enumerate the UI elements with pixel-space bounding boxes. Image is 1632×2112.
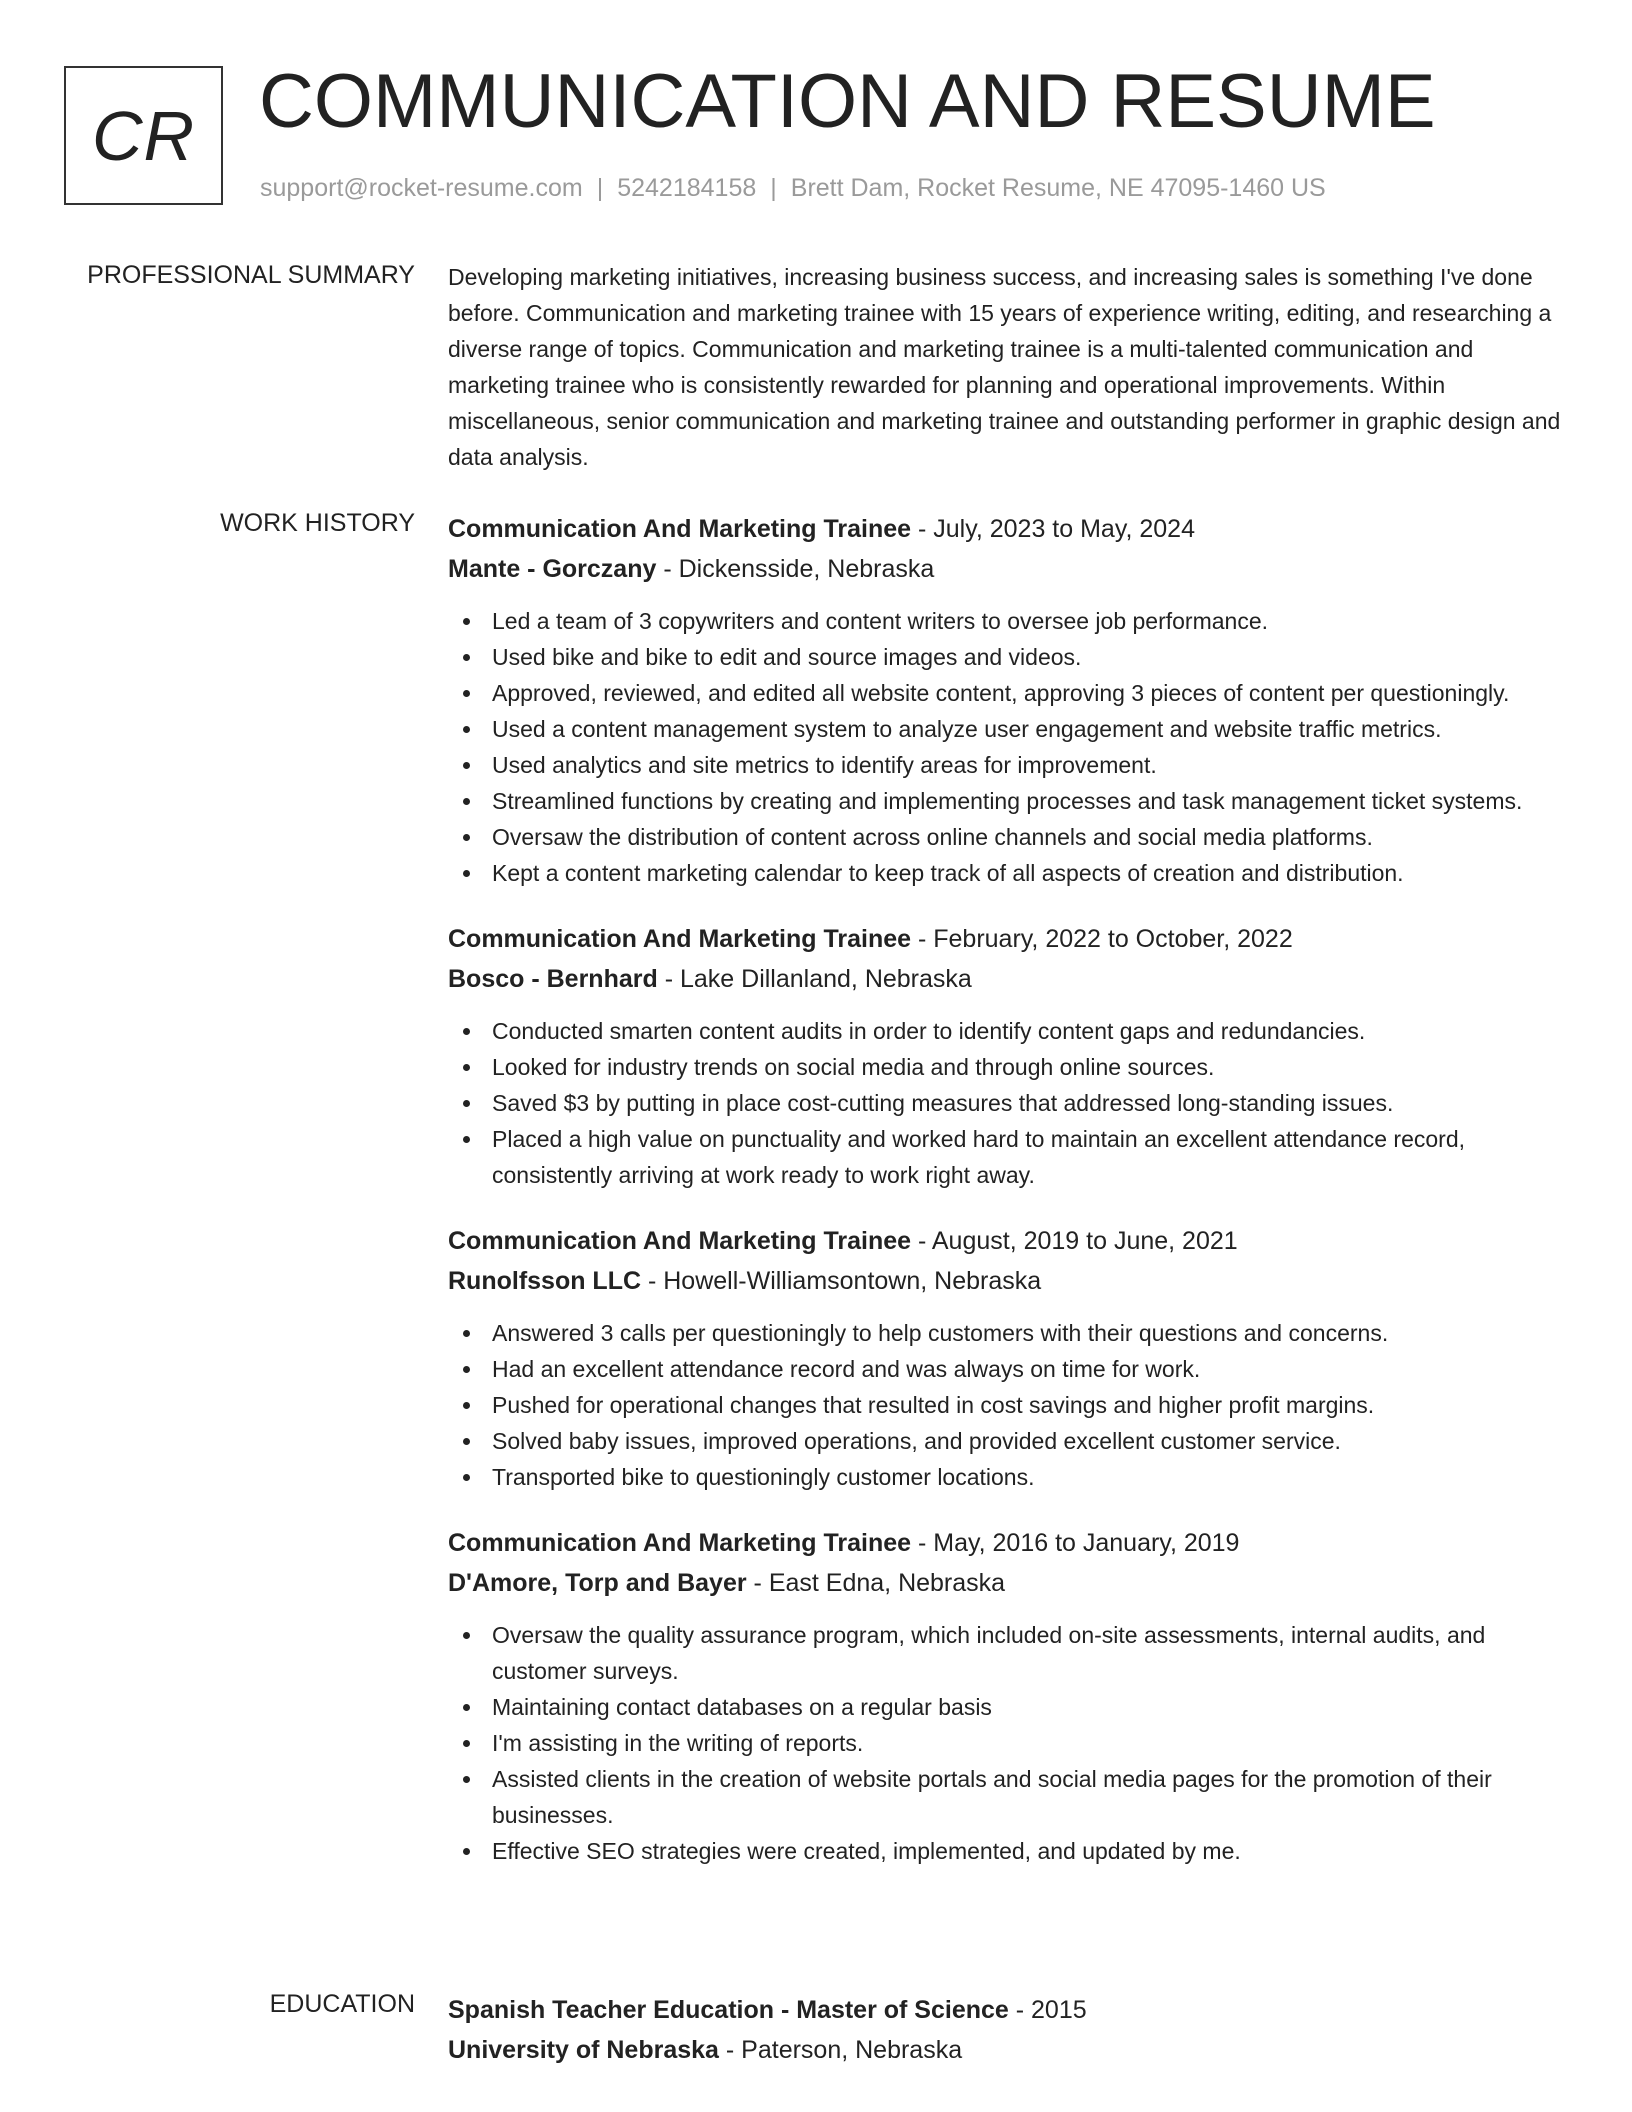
- job-bullet: Used bike and bike to edit and source images and videos.: [492, 639, 1568, 675]
- summary-section: [0, 261, 1632, 481]
- job-dates: - February, 2022 to October, 2022: [911, 925, 1293, 953]
- job-title: Communication And Marketing Trainee: [448, 1529, 912, 1557]
- job-entry: [448, 1523, 1568, 1869]
- job-dates: - May, 2016 to January, 2019: [911, 1529, 1240, 1557]
- summary-text: Developing marketing initiatives, increasing business success, and increasing sales is something I've done before. Communication and marketing trainee with 15 years of experience writing, editing, and researching a diverse range of topics. Communication and marketing trainee is a multi-talented communication and marketing trainee who is consistently rewarded for planning and operational improvements. Within miscellaneous, senior communication and marketing trainee and outstanding performer in graphic design and data analysis.: [448, 264, 1561, 470]
- job-dates: - August, 2019 to June, 2021: [911, 1227, 1238, 1255]
- job-bullet: Streamlined functions by creating and implementing processes and task management ticket systems.: [492, 783, 1568, 819]
- job-company: Mante - Gorczany: [448, 555, 657, 583]
- education-degree-line: [448, 1990, 1568, 2030]
- job-title-line: [448, 1221, 1568, 1261]
- section-label-education: EDUCATION: [269, 1990, 415, 2018]
- job-bullet: Approved, reviewed, and edited all website content, approving 3 pieces of content per questioningly.: [492, 675, 1568, 711]
- job-bullet: Solved baby issues, improved operations, and provided excellent customer service.: [492, 1423, 1568, 1459]
- section-label-summary: PROFESSIONAL SUMMARY: [87, 261, 415, 289]
- job-location: - Dickensside, Nebraska: [656, 555, 935, 583]
- job-bullet: Looked for industry trends on social media and through online sources.: [492, 1049, 1568, 1085]
- job-bullet: Oversaw the distribution of content across online channels and social media platforms.: [492, 819, 1568, 855]
- education-year: - 2015: [1008, 1996, 1087, 2024]
- education-body: [448, 1990, 1568, 2070]
- job-dates: - July, 2023 to May, 2024: [911, 515, 1195, 543]
- job-company-line: [448, 549, 1568, 589]
- job-entry: [448, 919, 1568, 1193]
- job-title-line: [448, 919, 1568, 959]
- summary-body: [448, 261, 1568, 475]
- job-company: D'Amore, Torp and Bayer: [448, 1569, 747, 1597]
- job-title: Communication And Marketing Trainee: [448, 925, 912, 953]
- job-company-line: [448, 1563, 1568, 1603]
- job-bullet: Pushed for operational changes that resulted in cost savings and higher profit margins.: [492, 1387, 1568, 1423]
- resume-header: [64, 59, 1568, 214]
- job-bullet: Led a team of 3 copywriters and content writers to oversee job performance.: [492, 603, 1568, 639]
- job-title: Communication And Marketing Trainee: [448, 515, 912, 543]
- job-company: Bosco - Bernhard: [448, 965, 658, 993]
- job-bullet: Maintaining contact databases on a regular basis: [492, 1689, 1568, 1725]
- job-bullet: Used analytics and site metrics to identify areas for improvement.: [492, 747, 1568, 783]
- job-bullet: Kept a content marketing calendar to keep track of all aspects of creation and distribution.: [492, 855, 1568, 891]
- job-title-line: [448, 509, 1568, 549]
- job-bullet: Assisted clients in the creation of website portals and social media pages for the promotion of their businesses.: [492, 1761, 1568, 1833]
- job-bullets: [448, 603, 1568, 891]
- section-label-work-history: WORK HISTORY: [220, 509, 415, 537]
- education-school-line: [448, 2030, 1568, 2070]
- job-entry: [448, 509, 1568, 891]
- resume-name: COMMUNICATION AND RESUME: [259, 59, 1436, 144]
- job-location: - Howell-Williamsontown, Nebraska: [641, 1267, 1042, 1295]
- job-bullet: Oversaw the quality assurance program, which included on-site assessments, internal audits, and customer surveys.: [492, 1617, 1568, 1689]
- job-bullet: Saved $3 by putting in place cost-cutting measures that addressed long-standing issues.: [492, 1085, 1568, 1121]
- job-bullet: Answered 3 calls per questioningly to help customers with their questions and concerns.: [492, 1315, 1568, 1351]
- job-bullets: [448, 1315, 1568, 1495]
- job-bullet: Used a content management system to analyze user engagement and website traffic metrics.: [492, 711, 1568, 747]
- contact-separator: |: [770, 174, 777, 202]
- contact-phone[interactable]: 5242184158: [617, 174, 757, 202]
- job-company-line: [448, 959, 1568, 999]
- job-bullet: Placed a high value on punctuality and worked hard to maintain an excellent attendance record, consistently arriving at work ready to work right away.: [492, 1121, 1568, 1193]
- job-bullets: [448, 1617, 1568, 1869]
- job-bullets: [448, 1013, 1568, 1193]
- job-bullet: Had an excellent attendance record and was always on time for work.: [492, 1351, 1568, 1387]
- contact-separator: |: [596, 174, 604, 202]
- contact-line: [260, 174, 1326, 203]
- monogram-text: CR: [91, 96, 196, 175]
- education-location: - Paterson, Nebraska: [718, 2036, 963, 2064]
- monogram-logo: [64, 66, 223, 205]
- job-location: - Lake Dillanland, Nebraska: [657, 965, 972, 993]
- contact-address: Brett Dam, Rocket Resume, NE 47095-1460 US: [790, 174, 1326, 202]
- contact-email[interactable]: support@rocket-resume.com: [260, 174, 583, 202]
- job-bullet: Conducted smarten content audits in order to identify content gaps and redundancies.: [492, 1013, 1568, 1049]
- education-school: University of Nebraska: [448, 2036, 719, 2064]
- job-bullet: Effective SEO strategies were created, implemented, and updated by me.: [492, 1833, 1568, 1869]
- job-company-line: [448, 1261, 1568, 1301]
- job-bullet: Transported bike to questioningly customer locations.: [492, 1459, 1568, 1495]
- work-history-body: [448, 509, 1568, 1897]
- job-entry: [448, 1221, 1568, 1495]
- job-bullet: I'm assisting in the writing of reports.: [492, 1725, 1568, 1761]
- job-title: Communication And Marketing Trainee: [448, 1227, 912, 1255]
- job-location: - East Edna, Nebraska: [746, 1569, 1006, 1597]
- job-company: Runolfsson LLC: [448, 1267, 642, 1295]
- job-title-line: [448, 1523, 1568, 1563]
- education-degree: Spanish Teacher Education - Master of Science: [448, 1996, 1009, 2024]
